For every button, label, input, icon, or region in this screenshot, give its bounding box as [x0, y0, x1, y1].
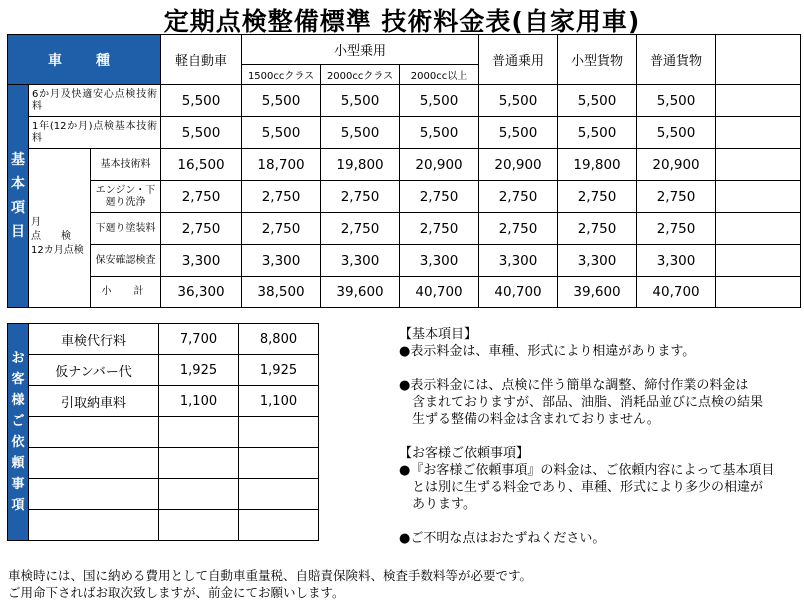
price-cell: 3,300 [558, 245, 637, 277]
table-row [8, 245, 801, 277]
price-cell: 2,750 [558, 181, 637, 213]
main-price-table [7, 34, 801, 308]
price-cell: 5,500 [400, 117, 479, 149]
price-cell: 3,300 [242, 245, 321, 277]
price-cell: 5,500 [161, 117, 242, 149]
option-price: 1,925 [239, 355, 319, 386]
price-cell: 20,900 [637, 149, 716, 181]
option-label: 車検代行料 [29, 324, 159, 355]
price-cell: 19,800 [321, 149, 400, 181]
row-label: 下廻り塗装料 [91, 213, 161, 245]
customer-request-table [7, 323, 319, 541]
note-text: あります。 [412, 497, 476, 512]
row-label: 保安確認検査 [91, 245, 161, 277]
option-price: 8,800 [239, 324, 319, 355]
small-passenger-header: 小型乗用 [242, 35, 479, 65]
subtotal-cell: 40,700 [637, 277, 716, 308]
option-label: 仮ナンバー代 [29, 355, 159, 386]
price-cell: 5,500 [161, 85, 242, 117]
price-cell: 2,750 [479, 181, 558, 213]
note-text: 含まれておりますが、部品、油脂、消耗品並びに点検の結果 [412, 395, 764, 410]
note-text: ●表示料金は、車種、形式により相違があります。 [399, 344, 696, 359]
row-label: 基本技術料 [91, 149, 161, 181]
empty-cell [159, 479, 239, 510]
price-cell: 20,900 [400, 149, 479, 181]
price-cell: 5,500 [558, 117, 637, 149]
customer-request-label: お 客 様 ご 依 頼 事 項 [8, 324, 29, 541]
row-label: 1年(12か月)点検基本技術料 [29, 117, 161, 149]
normal-cargo-header: 普通貨物 [637, 35, 716, 85]
table-row [8, 181, 801, 213]
empty-cell [239, 448, 319, 479]
small-cargo-header: 小型貨物 [558, 35, 637, 85]
option-price: 1,100 [239, 386, 319, 417]
subtotal-cell: 36,300 [161, 277, 242, 308]
note-text: とは別に生ずる料金であり、車種、形式により多少の相違が [412, 480, 764, 495]
price-cell: 19,800 [558, 149, 637, 181]
normal-passenger-header: 普通乗用 [479, 35, 558, 85]
price-cell: 5,500 [400, 85, 479, 117]
blank-cell [716, 117, 801, 149]
price-cell: 5,500 [242, 117, 321, 149]
note-text: ●ご不明な点はおたずねください。 [399, 531, 606, 546]
price-cell: 2,750 [400, 213, 479, 245]
price-cell: 2,750 [637, 181, 716, 213]
table-row [8, 85, 801, 117]
price-cell: 2,750 [479, 213, 558, 245]
price-cell: 5,500 [637, 85, 716, 117]
price-cell: 2,750 [242, 213, 321, 245]
empty-cell [29, 448, 159, 479]
price-cell: 2,750 [558, 213, 637, 245]
cc-2000-plus-header: 2000cc以上 [400, 65, 479, 85]
price-cell: 5,500 [637, 117, 716, 149]
empty-cell [29, 510, 159, 541]
empty-cell [29, 479, 159, 510]
price-cell: 2,750 [321, 181, 400, 213]
subtotal-cell: 40,700 [479, 277, 558, 308]
option-price: 1,100 [159, 386, 239, 417]
empty-cell [239, 510, 319, 541]
empty-cell [239, 479, 319, 510]
empty-cell [239, 417, 319, 448]
price-cell: 3,300 [637, 245, 716, 277]
price-cell: 20,900 [479, 149, 558, 181]
row-label: エンジン・下廻り洗浄 [91, 181, 161, 213]
footer-line: 車検時には、国に納める費用として自動車重量税、自賠責保険料、検査手数料等が必要です。 [8, 568, 533, 583]
footer-notes [8, 567, 532, 601]
price-cell: 2,750 [321, 213, 400, 245]
cc-1500-header: 1500ccクラス [242, 65, 321, 85]
table-row [8, 149, 801, 181]
blank-cell [716, 181, 801, 213]
price-cell: 3,300 [400, 245, 479, 277]
basic-notes-heading: 【基本項目】 [399, 327, 478, 342]
note-text: ●『お客様ご依頼事項』の料金は、ご依頼内容によって基本項目 [399, 463, 775, 478]
cc-2000-header: 2000ccクラス [321, 65, 400, 85]
notes-section [399, 326, 801, 547]
blank-cell [716, 245, 801, 277]
blank-cell [716, 149, 801, 181]
empty-cell [159, 448, 239, 479]
empty-cell [159, 417, 239, 448]
price-cell: 16,500 [161, 149, 242, 181]
price-cell: 5,500 [321, 85, 400, 117]
price-cell: 5,500 [479, 117, 558, 149]
blank-cell [716, 85, 801, 117]
subtotal-cell: 39,600 [558, 277, 637, 308]
page-title: 定期点検整備標準 技術料金表(自家用車) [163, 7, 641, 36]
table-row [8, 277, 801, 308]
subtotal-cell: 38,500 [242, 277, 321, 308]
subtotal-label: 小 計 [91, 277, 161, 308]
note-text: 生ずる整備の料金は含まれておりません。 [412, 412, 660, 427]
option-price: 1,925 [159, 355, 239, 386]
price-cell: 3,300 [321, 245, 400, 277]
price-cell: 2,750 [161, 181, 242, 213]
inspection-group-label: 月 点 検 12カ月点検 [29, 149, 91, 308]
table-row [8, 117, 801, 149]
price-cell: 18,700 [242, 149, 321, 181]
blank-cell [716, 277, 801, 308]
table-row [8, 213, 801, 245]
price-cell: 5,500 [558, 85, 637, 117]
subtotal-cell: 39,600 [321, 277, 400, 308]
vehicle-type-header: 車 種 [8, 35, 161, 85]
price-cell: 2,750 [637, 213, 716, 245]
basic-items-label: 基 本 項 目 [8, 85, 29, 308]
option-label: 引取納車料 [29, 386, 159, 417]
note-text: ●表示料金には、点検に伴う簡単な調整、締付作業の料金は [399, 378, 749, 393]
row-label: 6か月及快適安心点検技術料 [29, 85, 161, 117]
empty-cell [159, 510, 239, 541]
price-cell: 2,750 [161, 213, 242, 245]
empty-cell [29, 417, 159, 448]
price-cell: 5,500 [479, 85, 558, 117]
request-notes-heading: 【お客様ご依頼事項】 [399, 446, 530, 461]
price-cell: 3,300 [479, 245, 558, 277]
option-price: 7,700 [159, 324, 239, 355]
price-cell: 5,500 [321, 117, 400, 149]
price-cell: 5,500 [242, 85, 321, 117]
price-cell: 2,750 [242, 181, 321, 213]
price-cell: 3,300 [161, 245, 242, 277]
subtotal-cell: 40,700 [400, 277, 479, 308]
kei-header: 軽自動車 [161, 35, 242, 85]
footer-line: ご用命下さればお取次致しますが、前金にてお願いします。 [8, 585, 345, 600]
blank-cell [716, 213, 801, 245]
blank-header-cell [716, 35, 801, 85]
price-cell: 2,750 [400, 181, 479, 213]
